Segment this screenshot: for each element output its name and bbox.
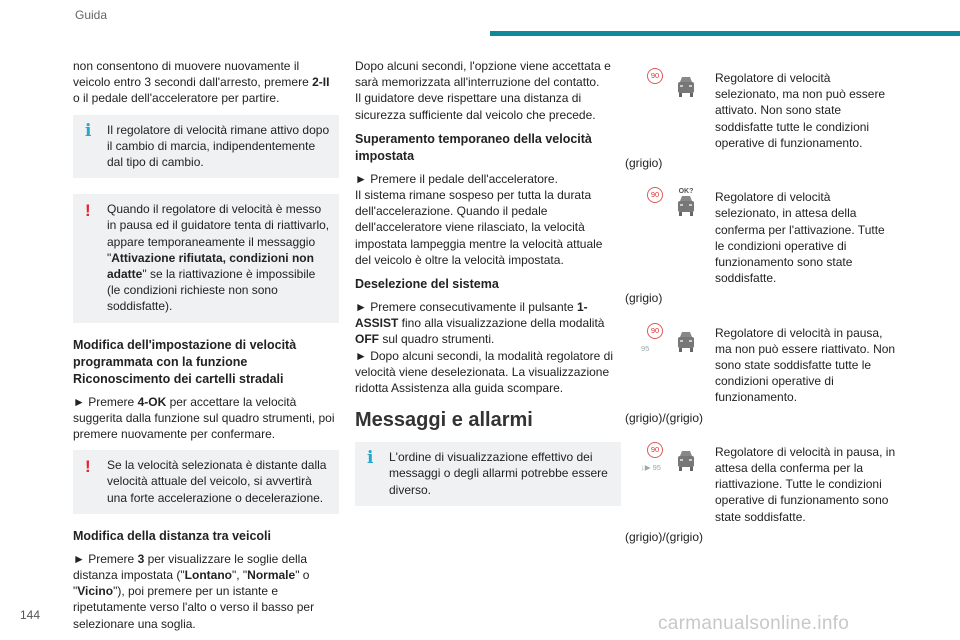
indicator-description: Regolatore di velocità selezionato, in attesa della conferma per l'attivazione. Tutte le condizioni operative di funzionamento sono state soddisfatte. bbox=[715, 190, 885, 286]
warning-note: ! Quando il regolatore di velocità è messo in pausa ed il guidatore tenta di riattivarlo, appare temporaneamente il messaggio "Attivazione rifiutata, condizioni non adatte" se la riattivazione è impossibile (le condizioni richieste non sono soddisfatte). bbox=[73, 194, 339, 322]
column-2 bbox=[355, 58, 621, 516]
override-step: ► Premere il pedale dell'acceleratore. bbox=[355, 171, 558, 186]
page-number: 144 bbox=[20, 608, 41, 622]
info-icon: i bbox=[367, 448, 374, 469]
heading-temporary-override: Superamento temporaneo della velocità impostata bbox=[355, 131, 592, 163]
vehicle-icon-label: OK? bbox=[678, 188, 694, 196]
indicator-row bbox=[625, 66, 897, 151]
override-text: Il sistema rimane sospeso per tutta la durata dell'accelerazione. Quando il pedale dell'acceleratore viene rilasciato, la velocità impostata lampeggia mentre la velocità attuale del veicolo è oltre la velocità impostata. bbox=[355, 188, 603, 267]
intro-paragraph: non consentono di muovere nuovamente il veicolo entro 3 secondi dall'arresto, premere 2-II o il pedale dell'acceleratore per partire. bbox=[73, 59, 330, 106]
info-note: i Il regolatore di velocità rimane attivo dopo il cambio di marcia, indipendentemente dal tipo di cambio. bbox=[73, 115, 339, 179]
warning-icon: ! bbox=[85, 201, 91, 221]
indicator-color-tag: (grigio)/(grigio) bbox=[625, 529, 704, 544]
distance-text: ► Premere 3 per visualizzare le soglie della distanza impostata ("Lontano", "Normale" o "Vicino"), poi premere per un istante e ripetutamente verso l'alto o verso il basso per selezionare una soglia. bbox=[73, 551, 315, 631]
indicator-row bbox=[625, 321, 897, 406]
speed-modification-text: ► Premere 4-OK per accettare la velocità suggerita dalla funzione sul quadro strumenti, poi premere nuovamente per confermare. bbox=[73, 394, 335, 442]
heading-distance: Modifica della distanza tra veicoli bbox=[73, 528, 271, 543]
heading-messages-alarms: Messaggi e allarmi bbox=[355, 409, 533, 432]
speed-sublabel: ↓▶ 95 bbox=[641, 462, 661, 472]
heading-speed-modification: Modifica dell'impostazione di velocità programmata con la funzione Riconoscimento dei cartelli stradali bbox=[73, 337, 297, 386]
vehicle-icon bbox=[675, 185, 697, 219]
speed-limit-badge: 90 bbox=[647, 323, 663, 339]
deselect-text: ► Dopo alcuni secondi, la modalità regolatore di velocità viene deselezionata. La visualizzazione ridotta Assistenza alla guida scompare. bbox=[355, 348, 614, 396]
column-3 bbox=[625, 66, 897, 559]
speed-sublabel: 95 bbox=[641, 343, 650, 353]
indicator-color-tag: (grigio) bbox=[625, 291, 663, 306]
info-icon: i bbox=[85, 120, 92, 141]
heading-deselect: Deselezione del sistema bbox=[355, 277, 499, 292]
indicator-row bbox=[625, 185, 897, 286]
indicator-color-tag: (grigio)/(grigio) bbox=[625, 410, 704, 425]
speed-limit-badge: 90 bbox=[647, 187, 663, 203]
indicator-description: Regolatore di velocità in pausa, ma non può essere riattivato. Non sono state soddisfatte tutte le condizioni operative di funzionamento. bbox=[715, 325, 896, 405]
vehicle-icon bbox=[675, 321, 697, 355]
indicator-description: Regolatore di velocità selezionato, ma non può essere attivato. Non sono state soddisfatte tutte le condizioni operative di funzionamento. bbox=[715, 71, 886, 150]
indicator-description: Regolatore di velocità in pausa, in attesa della conferma per la riattivazione. Tutte le condizioni operative di funzionamento sono state soddisfatte. bbox=[715, 444, 896, 524]
section-title: Guida bbox=[75, 8, 108, 22]
safety-distance-text: Il guidatore deve rispettare una distanza di sicurezza sufficiente dal veicolo che precede. bbox=[355, 91, 596, 122]
watermark: carmanualsonline.info bbox=[658, 613, 850, 634]
vehicle-icon bbox=[675, 440, 697, 474]
header-accent-bar bbox=[490, 31, 960, 36]
deselect-step: ► Premere consecutivamente il pulsante 1-ASSIST fino alla visualizzazione della modalità OFF sul quadro strumenti. bbox=[355, 300, 605, 347]
speed-limit-badge: 90 bbox=[647, 442, 663, 458]
indicator-color-tag: (grigio) bbox=[625, 156, 663, 171]
vehicle-icon bbox=[675, 66, 697, 100]
accepted-text: Dopo alcuni secondi, l'opzione viene accettata e sarà memorizzata all'interruzione del contatto. bbox=[355, 59, 611, 90]
speed-limit-badge: 90 bbox=[647, 68, 663, 84]
indicator-row bbox=[625, 440, 897, 525]
warning-icon: ! bbox=[85, 457, 91, 477]
column-1 bbox=[73, 58, 339, 640]
info-note-messages: i L'ordine di visualizzazione effettivo dei messaggi o degli allarmi potrebbe essere diverso. bbox=[355, 442, 621, 506]
warning-note-2: ! Se la velocità selezionata è distante dalla velocità attuale del veicolo, si avvertirà una forte accelerazione o decelerazione. bbox=[73, 450, 339, 514]
